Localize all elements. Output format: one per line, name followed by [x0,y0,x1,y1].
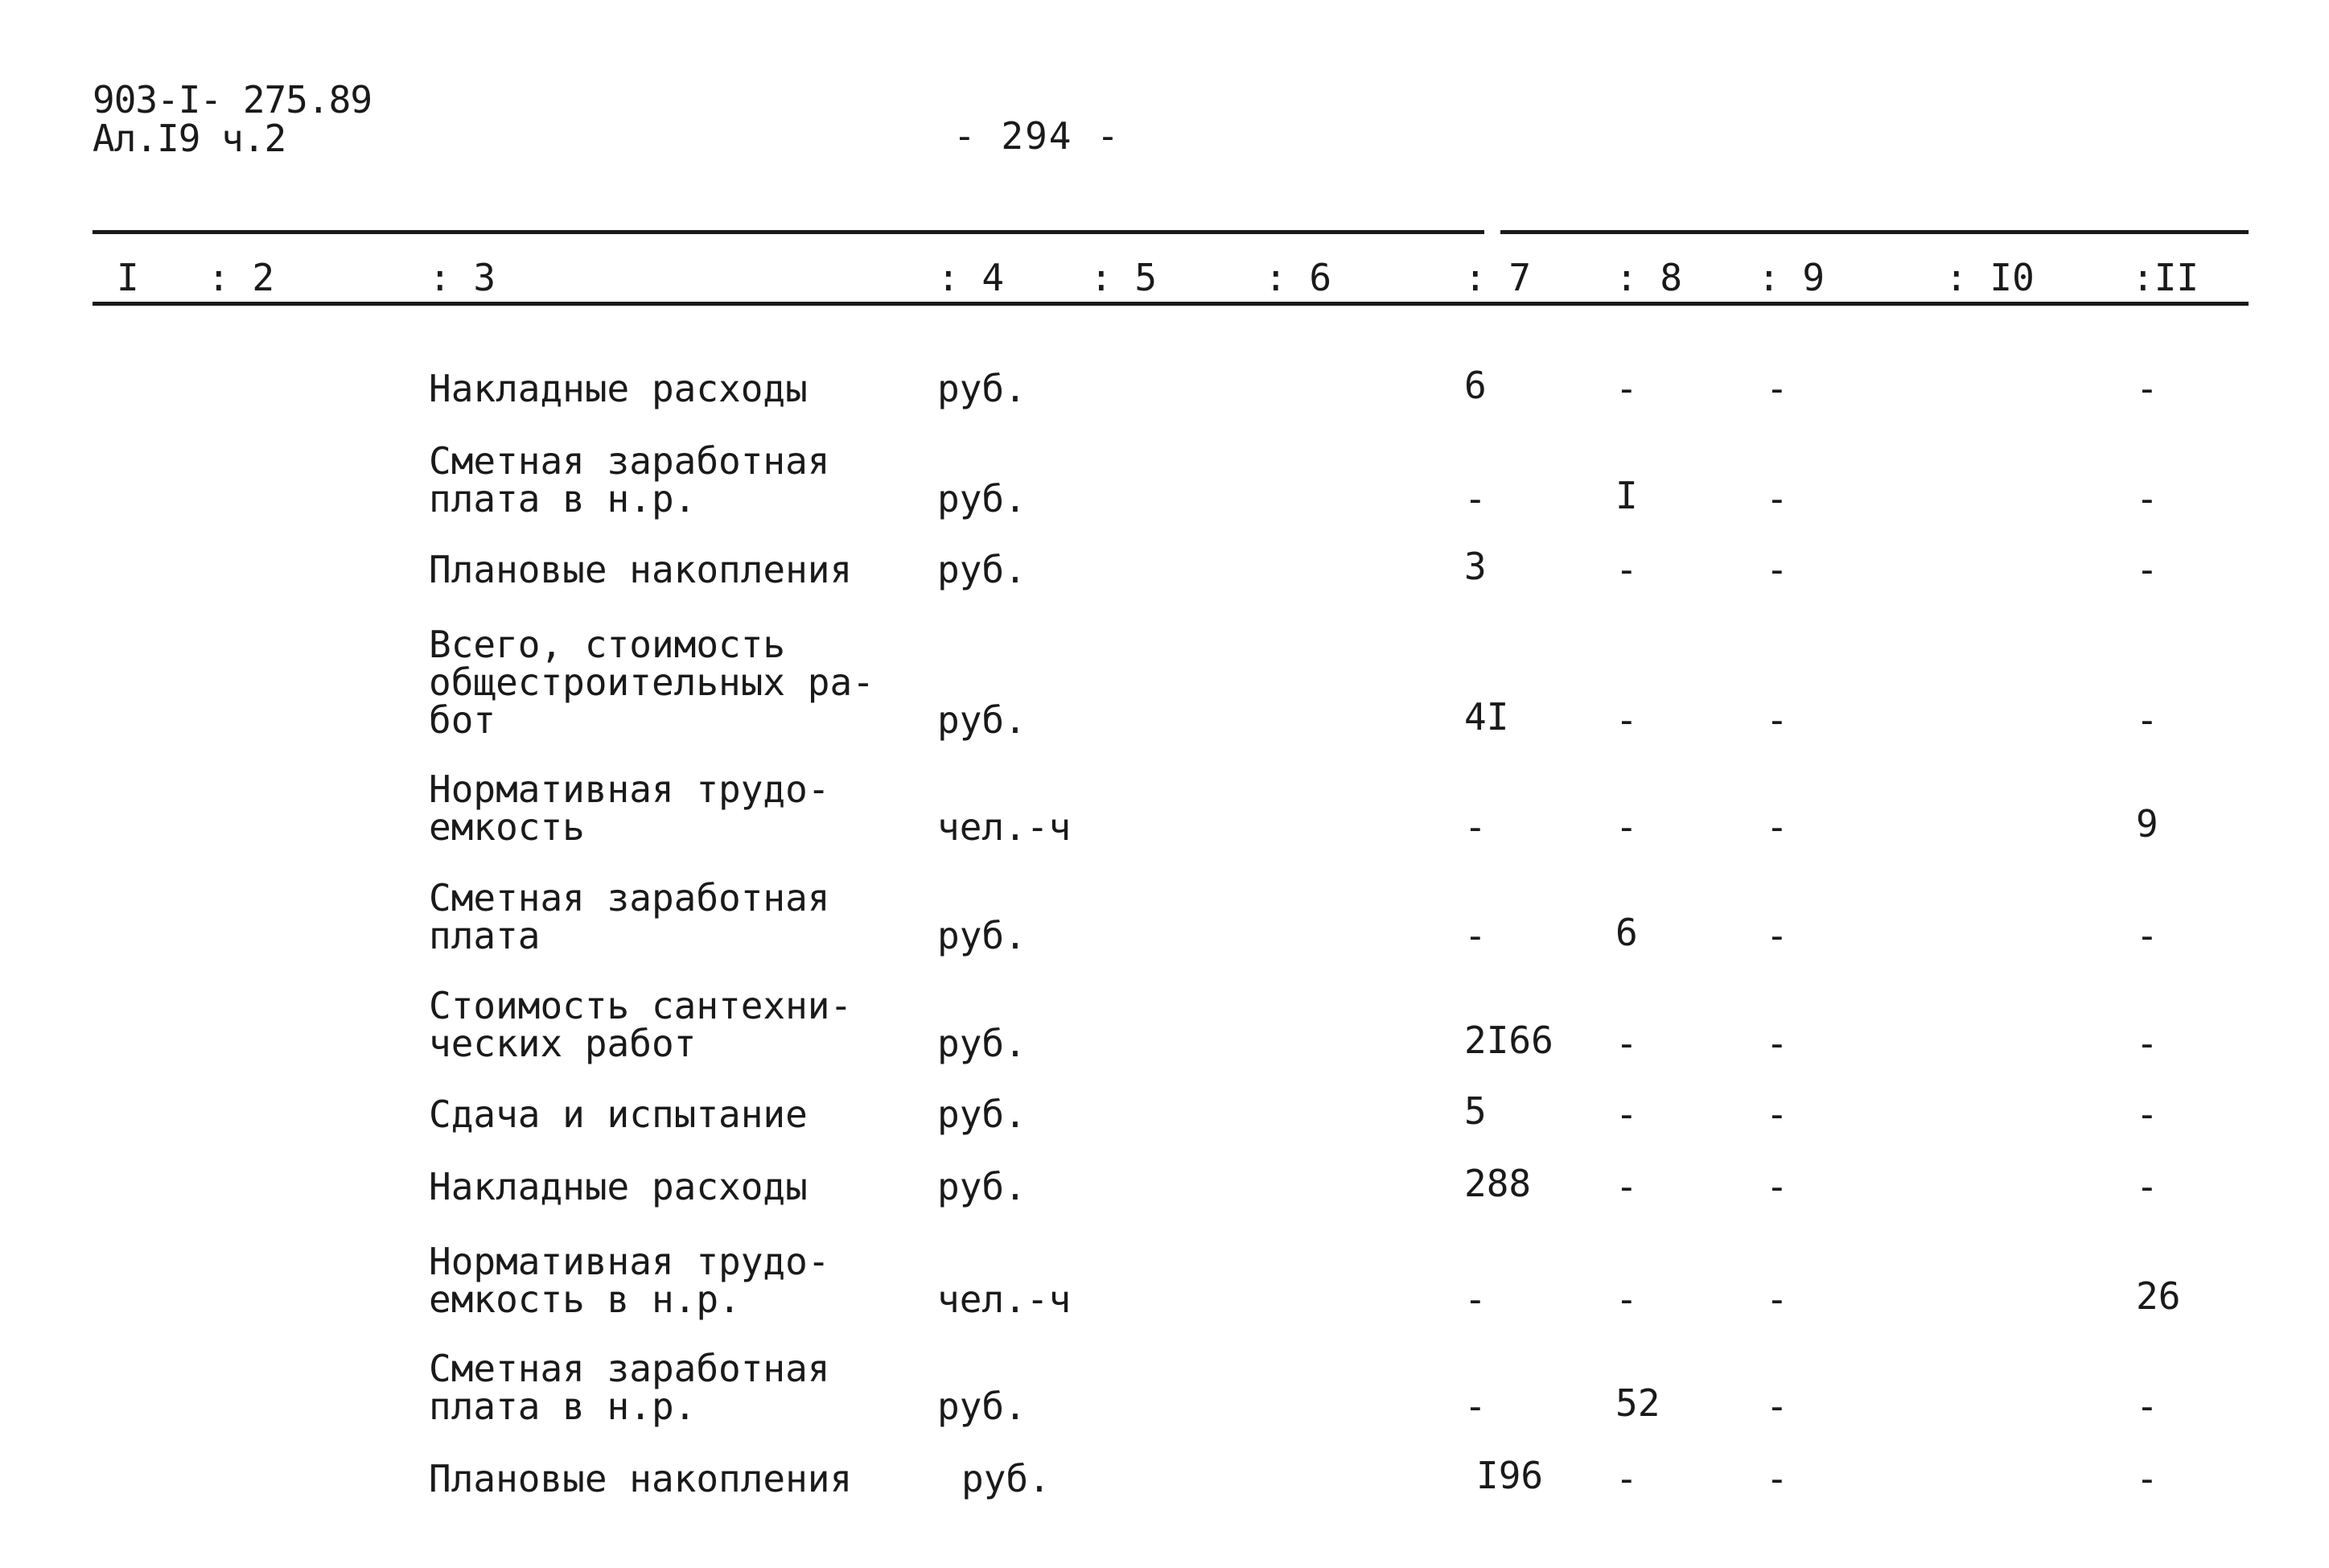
row-unit: руб. [937,548,1027,591]
row-col-7: 4I [1464,695,1509,739]
row-col-9: - [1766,914,1788,957]
row-col-11: - [2136,1165,2158,1208]
row-col-8: - [1615,548,1638,591]
row-col-8: - [1615,805,1638,849]
row-col-7: 2I66 [1464,1019,1553,1062]
document-code [93,80,372,158]
page-number: - 294 - [953,114,1121,158]
row-description [429,876,830,957]
row-col-7: I96 [1476,1454,1544,1497]
row-unit: руб. [937,914,1027,957]
row-description [429,623,874,742]
row-description-line: Всего, стоимость [429,623,786,666]
table-top-rule-right [1500,230,2249,234]
row-description-line: емкость в н.р. [429,1278,741,1321]
row-unit: руб. [937,698,1027,742]
row-col-11: - [2136,548,2158,591]
row-description [429,1347,830,1428]
row-col-9: - [1766,805,1788,849]
row-col-8: - [1615,1278,1638,1321]
row-col-8: - [1615,698,1638,742]
row-description-line: Нормативная трудо- [429,768,830,811]
row-description-line: Стоимость сантехни- [429,984,853,1027]
header-col-7: : 7 [1464,256,1532,299]
row-description [429,367,808,410]
header-col-2: : 2 [208,256,275,299]
row-col-11: - [2136,1093,2158,1136]
row-description-line: бот [429,698,496,742]
row-col-11: - [2136,367,2158,410]
row-description-line: Сдача и испытание [429,1093,808,1136]
row-col-9: - [1766,1022,1788,1065]
row-unit: руб. [937,367,1027,410]
row-col-7: - [1464,1385,1487,1428]
row-col-11: - [2136,698,2158,742]
row-col-7: - [1464,477,1487,521]
row-col-8: I [1615,474,1638,517]
row-col-9: - [1766,1457,1788,1500]
row-col-9: - [1766,548,1788,591]
row-description-line: Сметная заработная [429,1347,830,1390]
row-description-line: Нормативная трудо- [429,1240,830,1283]
row-unit: руб. [937,1022,1027,1065]
row-description-line: Плановые накопления [429,1457,853,1500]
row-col-7: 5 [1464,1089,1487,1133]
row-col-8: - [1615,367,1638,410]
table-header-rule [93,302,2249,306]
row-col-9: - [1766,698,1788,742]
row-col-7: - [1464,805,1487,849]
row-col-8: - [1615,1165,1638,1208]
row-col-7: - [1464,914,1487,957]
row-description-line: ческих работ [429,1022,697,1065]
row-description-line: Плановые накопления [429,548,853,591]
row-description [429,548,853,591]
row-description [429,1093,808,1136]
row-unit: руб. [961,1457,1051,1500]
row-col-7: 288 [1464,1162,1532,1205]
row-description-line: плата в н.р. [429,477,697,521]
row-description-line: общестроительных ра- [429,661,874,704]
row-description [429,439,830,521]
document-code-line2: Ал.I9 ч.2 [93,117,286,160]
row-description-line: Сметная заработная [429,876,830,920]
table-top-rule-left [93,230,1484,234]
row-col-7: 6 [1464,364,1487,407]
row-description-line: плата в н.р. [429,1385,697,1428]
row-col-8: - [1615,1022,1638,1065]
row-description [429,1457,853,1500]
row-description [429,1165,808,1208]
row-description-line: емкость [429,805,585,849]
header-col-4: : 4 [937,256,1005,299]
header-col-10: : I0 [1945,256,2035,299]
row-col-11: - [2136,1457,2158,1500]
row-unit: чел.-ч [937,805,1072,849]
row-col-8: 52 [1615,1381,1660,1425]
row-col-9: - [1766,1385,1788,1428]
header-col-6: : 6 [1265,256,1332,299]
row-description [429,1240,830,1321]
header-col-3: : 3 [429,256,496,299]
row-col-11: - [2136,1022,2158,1065]
document-code-line1: 903-I- 275.89 [93,78,372,121]
row-unit: чел.-ч [937,1278,1072,1321]
row-description-line: Накладные расходы [429,367,808,410]
row-col-8: - [1615,1093,1638,1136]
row-description-line: Накладные расходы [429,1165,808,1208]
header-col-5: : 5 [1090,256,1158,299]
row-col-7: - [1464,1278,1487,1321]
row-col-11: - [2136,1385,2158,1428]
row-col-9: - [1766,1165,1788,1208]
row-col-9: - [1766,1278,1788,1321]
header-col-1: I [117,256,139,299]
row-col-8: 6 [1615,911,1638,954]
header-col-9: : 9 [1758,256,1825,299]
row-unit: руб. [937,1165,1027,1208]
row-col-8: - [1615,1457,1638,1500]
row-col-11: 9 [2136,802,2158,846]
row-col-9: - [1766,1093,1788,1136]
row-unit: руб. [937,1093,1027,1136]
row-description [429,768,830,849]
row-col-9: - [1766,477,1788,521]
row-unit: руб. [937,477,1027,521]
row-description-line: плата [429,914,541,957]
row-col-9: - [1766,367,1788,410]
header-col-8: : 8 [1615,256,1683,299]
row-description [429,984,853,1065]
row-col-11: - [2136,477,2158,521]
row-col-11: 26 [2136,1274,2181,1318]
header-col-11: :II [2132,256,2199,299]
row-col-7: 3 [1464,545,1487,588]
row-unit: руб. [937,1385,1027,1428]
row-col-11: - [2136,914,2158,957]
row-description-line: Сметная заработная [429,439,830,483]
